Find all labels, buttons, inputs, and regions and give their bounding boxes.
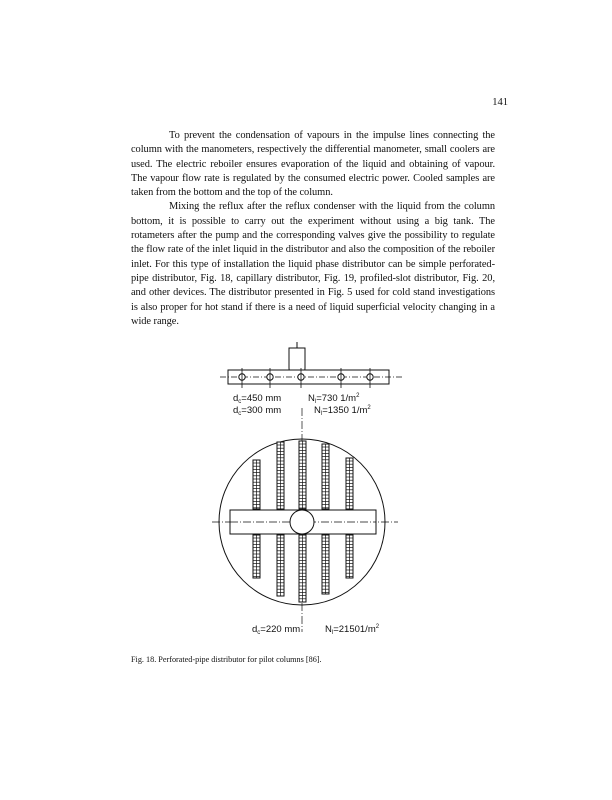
label-nl-1350: $N_l=1350$ $1/m^2$ xyxy=(314,405,371,417)
plan-view xyxy=(212,408,398,632)
label-nl-730: $N_l=730$ $1/m^2$ xyxy=(308,393,360,405)
distributor-figure xyxy=(190,342,420,642)
body-text xyxy=(131,129,495,329)
side-view xyxy=(220,342,402,388)
figure-caption: Fig. 18. Perforated-pipe distributor for pilot columns [86]. xyxy=(131,655,322,664)
label-dc-450: $d_c=450$ mm xyxy=(233,393,282,405)
paragraph-1: To prevent the condensation of vapours in the impulse lines connecting the column with the manometers, respectively the differential manometer, small coolers are used. The electric reboiler ensures evaporation of the liquid and obtaining of vapour. The vapour flow rate is regulated by the consumed electric power. Cooled samples are taken from the bottom and the top of the column. xyxy=(131,130,495,199)
label-dc-300: $d_c=300$ mm xyxy=(233,405,282,417)
central-inlet xyxy=(290,510,314,534)
label-nl-2150: $N_l=21501/m^2$ xyxy=(325,624,380,636)
bottom-labels xyxy=(252,624,380,636)
page-number: 141 xyxy=(492,97,508,108)
distributor-drawing xyxy=(190,342,420,642)
label-dc-220: $d_c=220$ mm xyxy=(252,624,301,636)
paragraph-2: Mixing the reflux after the reflux condenser with the liquid from the column bottom, it is possible to carry out the experiment without using a big tank. The rotameters after the pump and the corresponding valves give the possibility to regulate the flow rate of the inlet liquid in the distributor and also the composition of the reboiler inlet. For this type of installation the liquid phase distributor can be simple perforated-pipe distributor, Fig. 18, capillary distributor, Fig. 19, profiled-slot distributor, Fig. 20, and other devices. The distributor presented in Fig. 5 used for cold stand investigations is also proper for hot stand if there is a need of liquid superficial velocity changing in a wide range. xyxy=(131,201,495,327)
